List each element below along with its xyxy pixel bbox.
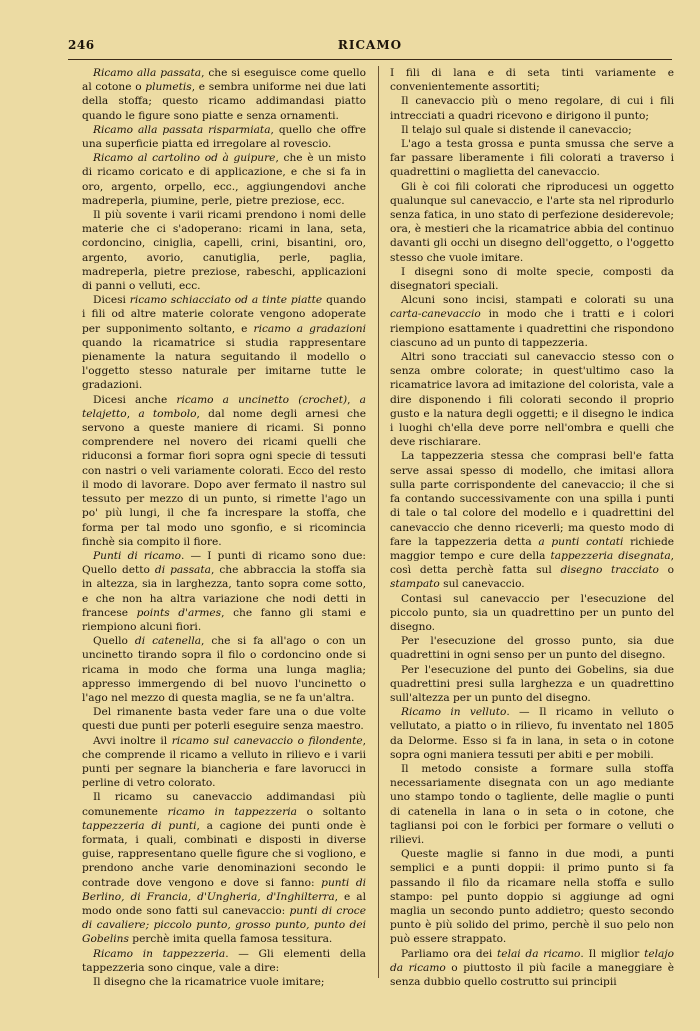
text-run: perchè imita quella famosa tessitura. bbox=[128, 933, 333, 946]
text-run: . — Il ricamo in velluto o vellutato, a piatto o in rilievo, fu inventato nel 1805 da Delorme. Esso si fa in lana, in seta o in cotone sopra ogni maniera tessuti per abiti e per mobili. bbox=[390, 706, 674, 761]
paragraph bbox=[82, 734, 366, 791]
text-run: richiede maggior tempo e cure della bbox=[390, 535, 674, 562]
text-run: . — I punti di ricamo sono due: Quello detto bbox=[82, 549, 367, 577]
text-run: o bbox=[658, 564, 674, 577]
paragraph bbox=[390, 350, 674, 449]
text-run: quando la ricamatrice si studia rappresentare pienamente la natura seguitando il modello o l'oggetto stesso naturale per imitarne tutte le gradazioni. bbox=[82, 336, 366, 392]
italic-term: ricamo in tappezzeria bbox=[167, 805, 297, 818]
header-rule bbox=[68, 59, 672, 60]
paragraph bbox=[82, 66, 366, 123]
text-run: , che si eseguisce come quello al cotone o bbox=[82, 67, 366, 94]
text-run: I fili di lana e di seta tinti variamente e convenientemente assortiti; bbox=[390, 67, 674, 94]
text-run: Del rimanente basta veder fare una o due volte questi due punti per poterli eseguire senza maestro. bbox=[82, 706, 366, 733]
text-run: , dal nome degli arnesi che servono a queste maniere di ricami. Si ponno comprendere nel novero dei ricami quelli che riduconsi a formar fiori sopra ogni specie di tessuti con nastri o veli variamente colorati. Ecco del resto il modo di lavorare. Dopo aver fermato il nastro sul tessuto per mezzo di un punto, si rimette l'ago un po' più lungi, il che fa increspare la stoffa, che forma per tal modo uno sgonfio, e si ricomincia finchè sia compito il fiore. bbox=[82, 407, 366, 548]
paragraph bbox=[390, 947, 674, 990]
text-run: quando i fili od altre materie colorate vengono adoperate per supponimento soltanto, e bbox=[82, 294, 366, 335]
italic-term: a telajetto bbox=[82, 393, 366, 420]
italic-term: Ricamo al cartolino od à guipure bbox=[93, 152, 276, 165]
text-run: , bbox=[347, 393, 360, 406]
text-run: o soltanto bbox=[296, 805, 366, 818]
paragraph bbox=[82, 123, 366, 151]
paragraph bbox=[82, 393, 366, 549]
paragraph bbox=[390, 137, 674, 180]
text-run: Queste maglie si fanno in due modi, a punti semplici e a punti doppii: il primo punto si fa passando il filo da ricamare nella stoffa e sullo stampo: pel punto doppio si aggiunge ad ogni maglia un secondo punto addietro; questo secondo punto è più solido del primo, perchè il suo pelo non può essere strappato. bbox=[390, 848, 674, 946]
italic-term: ricamo a uncinetto (crochet) bbox=[176, 393, 348, 406]
column-divider bbox=[378, 66, 379, 978]
right-column bbox=[390, 66, 674, 989]
text-run: Contasi sul canevaccio per l'esecuzione del piccolo punto, sia un quadrettino per un punto del disegno. bbox=[390, 592, 674, 633]
text-run: La tappezzeria stessa che comprasi bell'e fatta serve assai spesso di modello, che imitasi allora sulla parte corrispondente del canevaccio; il che si fa contando successivamente con una spilla i punti di tale o tal colore del modello e i quadrettini del canevaccio che denno riceverli; ma questo modo di fare la tappezzeria detta bbox=[390, 450, 674, 548]
paragraph bbox=[82, 151, 366, 208]
text-run: Il più sovente i varii ricami prendono i nomi delle materie che ci s'adoperano: ricami in lana, seta, cordoncino, ciniglia, capelli, crini, bisantini, oro, argento, avorio, canutiglia, perle, paglia, madreperla, pietre preziose, rabeschi, applicazioni di panni o velluti, ecc. bbox=[82, 209, 366, 293]
text-run: , che abbraccia la stoffa sia in altezza, sia in larghezza, tanto sopra come sotto, e che non ha altra variazione che nodi detti in francese bbox=[82, 564, 366, 619]
text-run: Avvi inoltre il bbox=[93, 734, 172, 747]
text-run: I disegni sono di molte specie, composti da disegnatori speciali. bbox=[390, 265, 674, 293]
paragraph bbox=[82, 790, 366, 946]
paragraph bbox=[390, 180, 674, 265]
italic-term: points d'armes bbox=[136, 606, 222, 619]
text-run: L'ago a testa grossa e punta smussa che serve a far passare liberamente i fili colorati a traverso i quadrettini o maglietta del canevaccio. bbox=[390, 138, 674, 179]
paragraph bbox=[82, 293, 366, 392]
text-run: , e al modo onde sono fatti sul canevaccio: bbox=[82, 890, 366, 917]
italic-term: Ricamo alla passata risparmiata bbox=[93, 123, 271, 136]
text-run: Altri sono tracciati sul canevaccio stesso con o senza ombre colorate; in quest'ultimo caso la ricamatrice lavora ad imitazione del colorista, vale a dire disponendo i fili colorati secondo il proprio gusto e la natura degli oggetti; e il disegno le indica i luoghi ch'ella deve porre nell'ombra e quelli che deve rischiarare. bbox=[390, 351, 674, 449]
italic-term: punti di croce di cavaliere; piccolo punto, grosso punto, punto dei Gobelins bbox=[82, 904, 366, 946]
paragraph bbox=[82, 208, 366, 293]
running-head: RICAMO bbox=[337, 38, 403, 52]
paragraph bbox=[82, 975, 366, 989]
italic-term: carta-canevaccio bbox=[390, 308, 481, 321]
text-run: . Il miglior bbox=[580, 947, 645, 960]
text-run: Per l'esecuzione del punto dei Gobelins, sia due quadrettini presi sulla larghezza e un quadrettino sull'altezza per un punto del disegno. bbox=[390, 663, 674, 704]
text-run: , che è un misto di ricamo coricato e di applicazione, e che si fa in oro, argento, orpello, ecc., aggiungendovi anche madreperla, piumine, perle, pietre preziose, ecc. bbox=[82, 152, 366, 207]
text-run: Il disegno che la ricamatrice vuole imitare; bbox=[93, 976, 325, 988]
text-run: Quello bbox=[93, 635, 135, 648]
italic-term: ricamo sul canevaccio o filondente bbox=[171, 734, 363, 747]
text-run: , che fanno gli stami e riempiono alcuni fiori. bbox=[82, 606, 366, 633]
page-number: 246 bbox=[68, 38, 95, 52]
paragraph bbox=[390, 293, 674, 350]
italic-term: punti di Berlino, di Francia, d'Ungheria, d'Inghilterra bbox=[82, 876, 366, 903]
text-run: Gli è coi fili colorati che riproducesi un oggetto qualunque sul canevaccio, e l'arte sta nel riprodurlo senza fatica, in uno stato di perfezione desiderevole; ora, è mestieri che la ricamatrice abbia del continuo davanti gli occhi un disegno dell'oggetto, o l'oggetto stesso che vuole imitare. bbox=[390, 180, 674, 264]
paragraph bbox=[82, 634, 366, 705]
italic-term: telai da ricamo bbox=[497, 947, 581, 960]
italic-term: a punti contati bbox=[538, 535, 624, 548]
text-run: Il ricamo su canevaccio addimandasi più comunemente bbox=[82, 791, 366, 818]
text-run: , a cagione dei punti onde è formata, i quali, combinati e disposti in diverse guise, rappresentano quelle figure che si vogliono, e prendono anche varie denominazioni secondo le contrade dove vengono e dove si fanno: bbox=[82, 819, 366, 889]
text-run: Dicesi bbox=[93, 294, 130, 307]
text-run: , che comprende il ricamo a velluto in rilievo e i varii punti per segnare la biancheria e fare lavorucci in perline di vetro colorato. bbox=[82, 734, 366, 790]
paragraph bbox=[390, 449, 674, 591]
italic-term: Ricamo alla passata bbox=[93, 67, 202, 79]
italic-term: disegno tracciato bbox=[560, 564, 659, 577]
paragraph bbox=[82, 549, 366, 634]
text-run: . — Gli elementi della tappezzeria sono cinque, vale a dire: bbox=[82, 947, 366, 974]
text-run: , così detta perchè fatta sul bbox=[390, 549, 675, 577]
text-run: , bbox=[126, 407, 139, 420]
paragraph bbox=[390, 94, 674, 122]
text-run: Per l'esecuzione del grosso punto, sia due quadrettini in ogni senso per un punto del disegno. bbox=[390, 635, 674, 662]
text-run: Alcuni sono incisi, stampati e colorati su una bbox=[401, 294, 674, 307]
page-header bbox=[68, 38, 672, 54]
paragraph bbox=[390, 592, 674, 635]
paragraph bbox=[82, 705, 366, 733]
text-run: , e sembra uniforme nei due lati della stoffa; questo ricamo addimandasi piatto quando le figure sono piatte e senza ornamenti. bbox=[82, 81, 366, 122]
text-run: Il canevaccio più o meno regolare, di cui i fili intrecciati a quadri ricevono e dirigono il punto; bbox=[390, 95, 674, 122]
paragraph bbox=[390, 762, 674, 847]
italic-term: ricamo schiacciato od a tinte piatte bbox=[129, 294, 323, 307]
text-run: Dicesi anche bbox=[93, 393, 177, 406]
italic-term: di catenella bbox=[134, 635, 202, 648]
italic-term: Punti di ricamo bbox=[93, 549, 182, 562]
italic-term: ricamo a gradazioni bbox=[253, 322, 366, 335]
paragraph bbox=[390, 847, 674, 946]
italic-term: stampato bbox=[390, 578, 440, 591]
italic-term: di passata bbox=[154, 564, 211, 577]
text-run: sul canevaccio. bbox=[439, 578, 525, 591]
paragraph bbox=[390, 634, 674, 662]
italic-term: telajo da ricamo bbox=[390, 947, 674, 974]
text-run: , quello che offre una superficie piatta ed irregolare al rovescio. bbox=[82, 123, 367, 151]
paragraph bbox=[82, 947, 366, 975]
italic-term: a tombolo bbox=[138, 407, 197, 420]
paragraph bbox=[390, 265, 674, 293]
text-run: Il telajo sul quale si distende il canevaccio; bbox=[401, 123, 632, 136]
italic-term: plumetis bbox=[145, 81, 192, 94]
text-run: Il metodo consiste a formare sulla stoffa necessariamente disegnata con un ago mediante uno stampo tondo o tagliente, delle maglie o punti di catenella in lana o in seta o in cotone, che tagliansi poi con le forbici per formare o velluti o rilievi. bbox=[390, 762, 674, 846]
italic-term: Ricamo in tappezzeria bbox=[93, 947, 226, 960]
left-column bbox=[82, 66, 366, 989]
paragraph bbox=[390, 123, 674, 137]
paragraph bbox=[390, 66, 674, 94]
text-run: , che si fa all'ago o con un uncinetto tirando sopra il filo o cordoncino onde si ricama in modo che forma una lunga maglia; appresso immergendo di bel nuovo l'uncinetto o l'ago nel mezzo di questa maglia, se ne fa un'altra. bbox=[82, 635, 367, 704]
italic-term: tappezzeria di punti bbox=[82, 819, 197, 832]
paragraph bbox=[390, 705, 674, 762]
italic-term: tappezzeria disegnata bbox=[550, 549, 671, 562]
italic-term: Ricamo in velluto bbox=[401, 706, 507, 719]
text-run: o piuttosto il più facile a maneggiare è senza dubbio quello costrutto sui principii bbox=[390, 961, 674, 988]
text-run: Parliamo ora dei bbox=[401, 947, 498, 960]
paragraph bbox=[390, 663, 674, 706]
text-run: in modo che i tratti e i colori riempiono esattamente i quadrettini che rispondono ciascuno ad un punto di tappezzeria. bbox=[390, 308, 674, 349]
